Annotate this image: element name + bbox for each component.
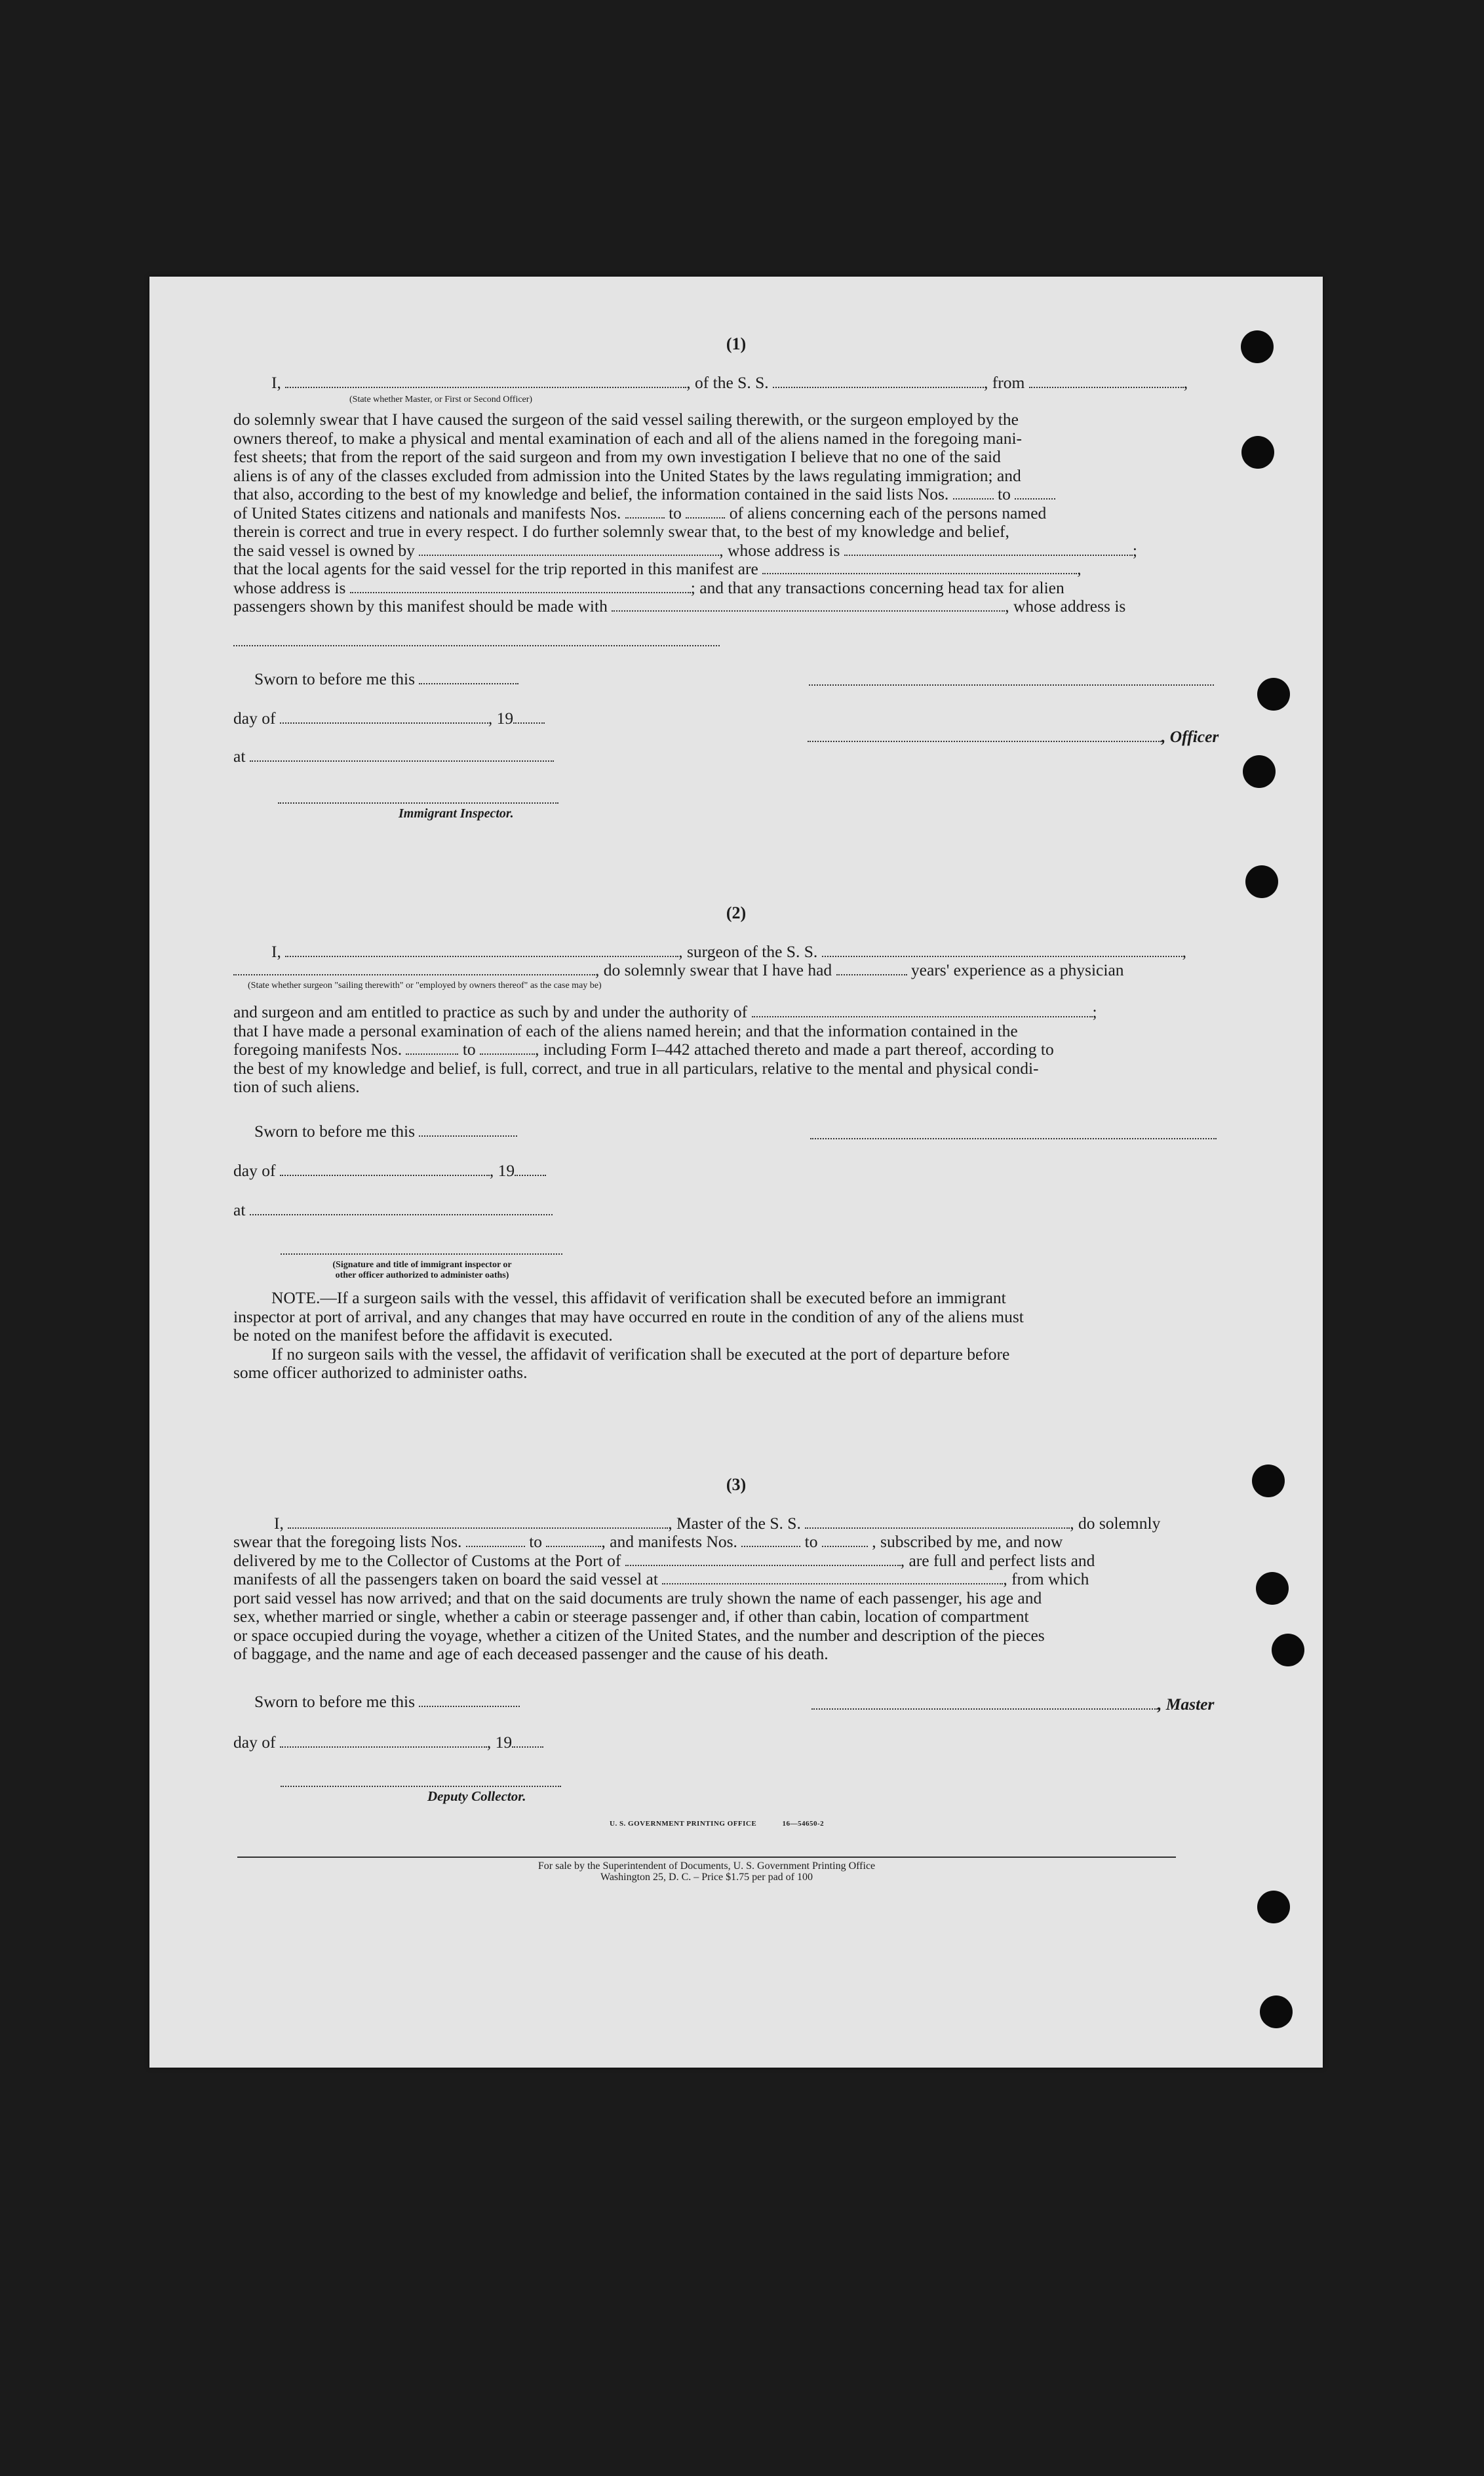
section-1-sworn: Sworn to before me this [254,670,518,689]
section-1-day: day of , 19 [233,709,545,728]
section-1-address-line [233,645,720,646]
section-3-number: (3) [726,1475,747,1494]
section-2-experience-line: , do solemnly swear that I have had years' experience as a physician [233,961,1124,980]
section-1-officer-note: (State whether Master, or First or Second Officer) [349,395,533,404]
section-2-number: (2) [726,903,747,922]
section-2-note: NOTE.—If a surgeon sails with the vessel, this affidavit of verification shall be executed before an immigrant inspector at port of arrival, and any changes that may have occurred en route in the condition of any of the aliens must be noted on the manifest before the affidavit is executed. If no surgeon sails with the vessel, the affidavit of verification shall be executed at the port of departure before some officer authorized to administer oaths. [233,1288,1024,1382]
section-3-sworn: Sworn to before me this [254,1693,520,1712]
section-2-day: day of , 19 [233,1162,546,1181]
section-2-inspector-note: (Signature and title of immigrant inspector or other officer authorized to administer oaths) [332,1260,512,1280]
section-3-master-line: , Master [811,1695,1214,1714]
section-2-inspector-line [281,1253,562,1255]
section-1-inspector-label: Immigrant Inspector. [399,806,514,821]
section-3-deputy-line [281,1786,561,1787]
section-1-at: at [233,747,554,766]
section-2-oath-line: I, , surgeon of the S. S. , [271,942,1187,961]
footer-sale-notice: For sale by the Superintendent of Documents, U. S. Government Printing Office Washington 25, D. C. – Price $1.75 per pad of 100 [537,1860,876,1883]
section-3-day: day of , 19 [233,1733,543,1752]
section-3-body: swear that the foregoing lists Nos. to , and manifests Nos. to , subscribed by me, and now delivered by me to the Collector of Customs at the Port of , are full and perfect lists and manifests of all the passengers taken on board the said vessel at , from which port said vessel has now arrived; and that on the said documents are truly shown the name of each passenger, his age and sex, whether married or single, whether a cabin or steerage passenger and, if other than cabin, location of compartment or space occupied during the voyage, whether a citizen of the United States, and the number and description of the pieces of baggage, and the name and age of each deceased passenger and the cause of his death. [233,1532,1095,1663]
binder-hole [1272,1634,1304,1666]
binder-hole [1257,1891,1290,1923]
binder-hole [1260,1995,1293,2028]
section-1-officer-line: , Officer [808,728,1219,747]
section-1-inspector-line [278,802,558,804]
section-2-body: and surgeon and am entitled to practice as such by and under the authority of ; that I have made a personal examination of each of the aliens named herein; and that the information contained in the foregoing manifests Nos. to , including Form I–442 attached thereto and made a part thereof, according to the best of my knowledge and belief, is full, correct, and true in all particulars, relative to the mental and physical condi- tion of such aliens. [233,1002,1097,1096]
binder-hole [1243,755,1276,788]
section-1-number: (1) [726,334,747,353]
form-page [149,277,1323,2068]
section-2-surgeon-note: (State whether surgeon "sailing therewith" or "employed by owners thereof" as the case may be) [248,981,602,991]
binder-hole [1245,865,1278,898]
section-3-oath-line: I, , Master of the S. S. , do solemnly [274,1514,1161,1533]
section-3-deputy-label: Deputy Collector. [427,1788,526,1804]
gpo-imprint: U. S. GOVERNMENT PRINTING OFFICE 16—54650-2 [610,1820,825,1828]
binder-hole [1241,436,1274,469]
section-1-oath-line: I, , of the S. S. , from , [271,373,1188,392]
footer-rule [237,1857,1176,1858]
section-2-at: at [233,1201,553,1220]
binder-hole [1256,1572,1289,1605]
section-2-sworn: Sworn to before me this [254,1122,517,1141]
section-1-body: do solemnly swear that I have caused the surgeon of the said vessel sailing therewith, or the surgeon employed by the owners thereof, to make a physical and mental examination of each and all of the aliens named in the foregoing mani- fest sheets; that from the report of the said surgeon and from my own investigation I believe that no one of the said aliens is of any of the classes excluded from admission into the United States by the laws regulating immigration; and that also, according to the best of my knowledge and belief, the information contained in the said lists Nos. to of United States citizens and nationals and manifests Nos. to of aliens concerning each of the persons named therein is correct and true in every respect. I do further solemnly swear that, to the best of my knowledge and belief, the said vessel is owned by , whose address is ; that the local agents for the said vessel for the trip reported in this manifest are , whose address is ; and that any transactions concerning head tax for alien passengers shown by this manifest should be made with , whose address is [233,410,1137,616]
binder-hole [1257,678,1290,711]
section-2-signature-line [810,1138,1217,1139]
section-1-signature-line [809,684,1214,686]
